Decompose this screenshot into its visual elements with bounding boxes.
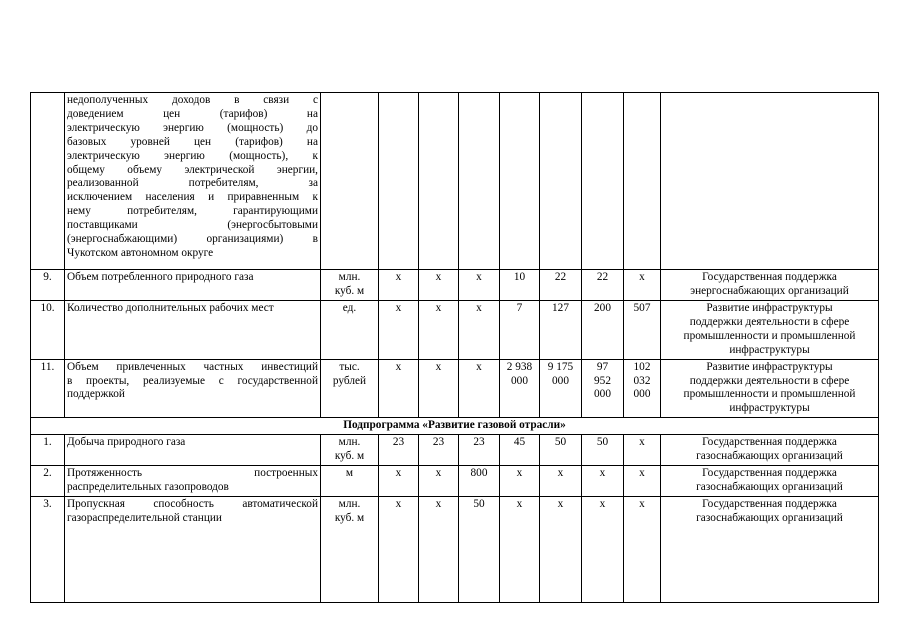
value-cell xyxy=(500,466,540,497)
value-cell xyxy=(459,466,500,497)
value-cell xyxy=(459,497,500,603)
indicator-name-line: распределительных газопроводов xyxy=(67,481,229,494)
value-text: 22 xyxy=(554,271,567,283)
note-line: инфраструктуры xyxy=(729,402,810,415)
value-cell xyxy=(459,93,500,270)
indicator-name-cell xyxy=(65,497,321,603)
value-cell xyxy=(624,497,661,603)
value-cell xyxy=(540,359,582,418)
indicator-name-line: базовых уровней цен (тарифов) на xyxy=(67,135,318,148)
row-number: 1. xyxy=(43,436,52,449)
value-cell xyxy=(540,270,582,301)
indicator-name-cell xyxy=(65,93,321,270)
note-cell xyxy=(661,435,879,466)
value-cell xyxy=(540,435,582,466)
indicator-name: Количество дополнительных рабочих мест xyxy=(67,302,274,314)
value-text: x xyxy=(395,498,402,511)
row-number: 9. xyxy=(43,271,52,283)
unit-cell xyxy=(321,270,379,301)
note-line: Развитие инфраструктуры xyxy=(706,302,833,314)
value-text: 97 xyxy=(596,360,609,373)
value-cell xyxy=(500,93,540,270)
value-text: 952 xyxy=(594,374,611,387)
table-row-continuation xyxy=(31,93,879,270)
value-text: x xyxy=(639,271,645,283)
value-cell xyxy=(419,497,459,603)
value-text: x xyxy=(395,271,402,283)
value-cell xyxy=(379,466,419,497)
value-text: 23 xyxy=(473,436,485,449)
value-text: 45 xyxy=(513,436,526,449)
value-cell xyxy=(459,301,500,360)
indicator-name-cell xyxy=(65,466,321,497)
indicator-name: Объем потребленного природного газа xyxy=(67,271,254,283)
value-cell xyxy=(500,301,540,360)
value-cell xyxy=(582,466,624,497)
value-text: 23 xyxy=(392,436,405,449)
indicator-name-cell xyxy=(65,301,321,360)
row-number-cell xyxy=(31,359,65,418)
value-cell xyxy=(582,497,624,603)
row-number-cell xyxy=(31,301,65,360)
value-cell xyxy=(624,93,661,270)
note-line: Государственная поддержка xyxy=(702,467,837,480)
value-cell xyxy=(582,359,624,418)
value-cell xyxy=(582,93,624,270)
indicator-name: Добыча природного газа xyxy=(67,436,186,449)
note-cell xyxy=(661,301,879,360)
value-cell xyxy=(419,270,459,301)
value-text: x xyxy=(395,360,402,373)
note-line: газоснабжающих организаций xyxy=(696,512,843,525)
note-line: инфраструктуры xyxy=(729,343,810,356)
value-text: x xyxy=(639,436,645,449)
unit-label: рублей xyxy=(332,374,367,387)
value-cell xyxy=(582,301,624,360)
value-text: x xyxy=(476,302,482,314)
value-text: 50 xyxy=(473,498,485,511)
note-line: поддержки деятельности в сфере xyxy=(689,315,850,328)
indicator-name-line: поддержкой xyxy=(67,388,125,401)
value-cell xyxy=(500,359,540,418)
value-text: x xyxy=(476,271,482,283)
note-line: газоснабжающих организаций xyxy=(696,450,843,463)
note-cell xyxy=(661,359,879,418)
value-cell xyxy=(379,301,419,360)
value-text: x xyxy=(435,302,442,314)
note-line: энергоснабжающих организаций xyxy=(690,284,849,297)
note-line: Развитие инфраструктуры xyxy=(706,360,833,373)
unit-label: млн. xyxy=(338,498,361,511)
value-text: x xyxy=(435,467,442,480)
table-row xyxy=(31,359,879,418)
unit-label: куб. м xyxy=(334,512,365,525)
indicator-name-line: в проекты, реализуемые с государственной xyxy=(67,374,318,387)
table-row xyxy=(31,270,879,301)
value-cell xyxy=(379,270,419,301)
note-line: Государственная поддержка xyxy=(702,498,837,511)
table-row xyxy=(31,435,879,466)
unit-cell xyxy=(321,466,379,497)
value-text: x xyxy=(395,302,402,314)
indicator-name-line: доведением цен (тарифов) на xyxy=(67,107,318,120)
value-text: 800 xyxy=(470,467,488,480)
indicator-name-line: Пропускная способность автоматической xyxy=(67,498,318,511)
value-text: 000 xyxy=(552,374,569,387)
section-header-row xyxy=(31,418,879,435)
note-cell xyxy=(661,93,879,270)
value-text: x xyxy=(639,498,645,511)
value-text: x xyxy=(435,360,442,373)
note-line: Государственная поддержка xyxy=(702,436,837,449)
unit-label: ед. xyxy=(342,302,357,314)
value-cell xyxy=(500,270,540,301)
row-number-cell xyxy=(31,270,65,301)
value-cell xyxy=(459,270,500,301)
indicator-name-line: недополученных доходов в связи с xyxy=(67,94,318,106)
indicator-name-line: общему объему электрической энергии, xyxy=(67,163,318,176)
indicator-name-line: Чукотском автономном округе xyxy=(67,246,214,259)
table-row xyxy=(31,466,879,497)
value-cell xyxy=(540,497,582,603)
unit-cell xyxy=(321,497,379,603)
value-text: x xyxy=(395,467,402,480)
value-text: x xyxy=(557,498,564,511)
value-cell xyxy=(500,497,540,603)
value-cell xyxy=(540,93,582,270)
value-cell xyxy=(379,435,419,466)
row-number-cell xyxy=(31,497,65,603)
value-cell xyxy=(419,93,459,270)
value-cell xyxy=(624,301,661,360)
unit-label: м xyxy=(345,467,354,480)
indicator-name-line: электрическую энергию (мощность), к xyxy=(67,149,318,162)
value-text: x xyxy=(516,498,523,511)
value-cell xyxy=(582,435,624,466)
value-text: 102 xyxy=(633,360,651,373)
note-line: газоснабжающих организаций xyxy=(696,481,843,494)
row-number: 3. xyxy=(43,498,52,511)
value-cell xyxy=(624,359,661,418)
row-number-cell xyxy=(31,466,65,497)
row-number-cell xyxy=(31,435,65,466)
note-cell xyxy=(661,466,879,497)
note-cell xyxy=(661,270,879,301)
value-cell xyxy=(459,359,500,418)
value-text: 23 xyxy=(432,436,445,449)
indicator-name-line: исключением населения и приравненным к xyxy=(67,191,318,204)
value-text: x xyxy=(476,360,482,373)
unit-label: куб. м xyxy=(334,284,365,297)
indicator-name-line: электрическую энергию (мощность) до xyxy=(67,121,318,134)
value-text: x xyxy=(639,467,645,480)
value-text: 50 xyxy=(554,436,567,449)
unit-cell xyxy=(321,359,379,418)
value-text: 10 xyxy=(513,271,526,283)
value-text: x xyxy=(599,467,606,480)
value-text: 9 175 xyxy=(547,360,574,373)
value-cell xyxy=(540,301,582,360)
unit-label: млн. xyxy=(338,271,361,283)
value-cell xyxy=(624,270,661,301)
value-cell xyxy=(419,301,459,360)
note-line: промышленности и промышленной xyxy=(683,329,856,342)
value-cell xyxy=(419,359,459,418)
value-text: 507 xyxy=(633,302,651,314)
row-number: 11. xyxy=(40,360,55,373)
value-cell xyxy=(379,93,419,270)
value-text: 7 xyxy=(516,302,523,314)
value-cell xyxy=(419,466,459,497)
value-text: 22 xyxy=(596,271,609,283)
value-text: x xyxy=(435,498,442,511)
value-text: 000 xyxy=(594,388,611,401)
unit-label: тыс. xyxy=(339,360,360,373)
indicator-name-line: газораспределительной станции xyxy=(67,512,222,525)
row-number-cell xyxy=(31,93,65,270)
indicator-name-line: нему потребителям, гарантирующими xyxy=(67,205,318,218)
value-cell xyxy=(379,359,419,418)
note-line: промышленности и промышленной xyxy=(683,388,856,401)
value-cell xyxy=(582,270,624,301)
value-cell xyxy=(624,466,661,497)
value-cell xyxy=(459,435,500,466)
value-cell xyxy=(500,435,540,466)
indicator-name-cell xyxy=(65,435,321,466)
note-cell xyxy=(661,497,879,603)
indicator-name-line: реализованной потребителям, за xyxy=(67,177,318,190)
unit-cell xyxy=(321,301,379,360)
value-text: 000 xyxy=(511,374,528,387)
value-text: 50 xyxy=(596,436,609,449)
indicator-name-cell xyxy=(65,359,321,418)
unit-label: млн. xyxy=(338,436,361,449)
value-text: x xyxy=(557,467,564,480)
table-row xyxy=(31,497,879,603)
value-text: 127 xyxy=(552,302,569,314)
row-number: 2. xyxy=(43,467,52,480)
unit-cell xyxy=(321,435,379,466)
value-text: 2 938 xyxy=(506,360,533,373)
note-line: Государственная поддержка xyxy=(702,271,837,283)
value-cell xyxy=(419,435,459,466)
value-cell xyxy=(540,466,582,497)
value-text: x xyxy=(599,498,606,511)
value-text: 032 xyxy=(633,374,651,387)
value-cell xyxy=(624,435,661,466)
unit-label: куб. м xyxy=(334,450,365,463)
table-row xyxy=(31,301,879,360)
section-title: Подпрограмма «Развитие газовой отрасли» xyxy=(31,418,879,435)
indicator-name-line: поставщиками (энергосбытовыми xyxy=(67,219,318,232)
note-line: поддержки деятельности в сфере xyxy=(689,374,850,387)
unit-cell xyxy=(321,93,379,270)
indicators-table xyxy=(30,92,879,603)
indicator-name-cell xyxy=(65,270,321,301)
value-text: x xyxy=(435,271,442,283)
value-text: x xyxy=(516,467,523,480)
indicator-name-line: (энергоснабжающими) организациями) в xyxy=(67,233,318,246)
value-text: 200 xyxy=(594,302,611,314)
indicator-name-line: Объем привлеченных частных инвестиций xyxy=(67,360,318,373)
value-cell xyxy=(379,497,419,603)
indicator-name-line: Протяженность построенных xyxy=(67,467,318,480)
row-number: 10. xyxy=(40,302,55,314)
value-text: 000 xyxy=(633,388,651,401)
